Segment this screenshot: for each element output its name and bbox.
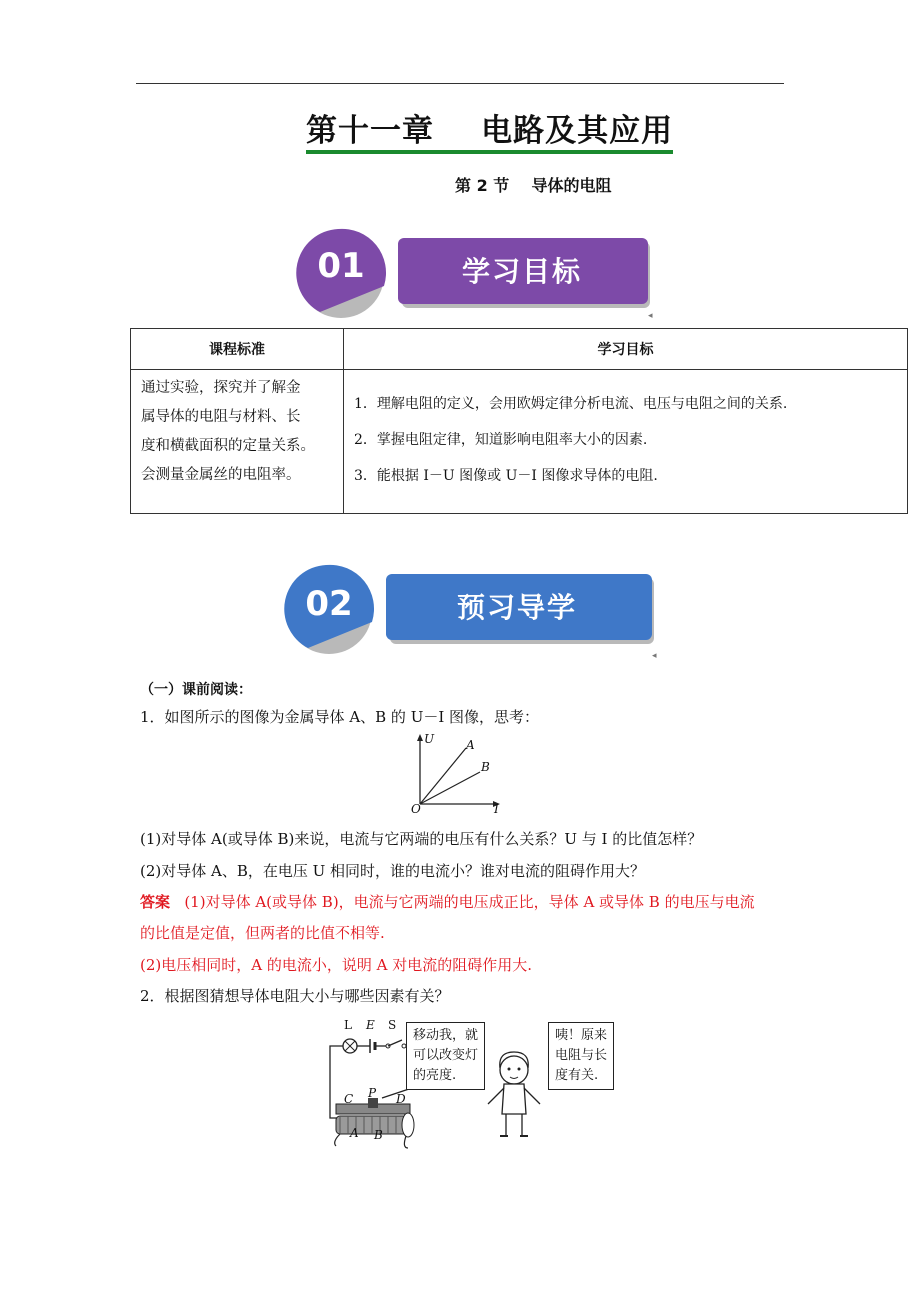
line-b xyxy=(420,772,480,804)
face xyxy=(500,1056,528,1084)
origin-label: O xyxy=(411,802,421,816)
c-label: C xyxy=(344,1092,354,1106)
corner-mark-icon: ◂ xyxy=(652,651,657,661)
standard-line: 通过实验，探究并了解金 xyxy=(141,380,301,396)
line-a-label: A xyxy=(466,738,475,752)
chapter-title: 第十一章 电路及其应用 xyxy=(306,112,673,154)
rheostat-coil xyxy=(336,1116,410,1134)
banner-learning-goals xyxy=(284,228,654,318)
answer-text: (1)对导体 A(或导体 B)，电流与它两端的电压成正比，导体 A 或导体 B 的电压与电流 xyxy=(184,893,755,911)
standard-line: 属导体的电阻与材料、长 xyxy=(141,409,301,425)
standard-line: 度和横截面积的定量关系。 xyxy=(141,438,315,454)
question-1-part-2: (2)对导体 A、B，在电压 U 相同时，谁的电流小？谁对电流的阻碍作用大？ xyxy=(140,862,646,880)
banner-label: 学习目标 xyxy=(461,255,582,288)
ui-graph-svg xyxy=(408,732,508,818)
boy-svg xyxy=(480,1046,550,1142)
question-1: 1．如图所示的图像为金属导体 A、B 的 U－I 图像，思考： xyxy=(140,708,540,726)
p-label: P xyxy=(368,1086,377,1100)
banner-number: 02 xyxy=(305,584,353,624)
speech-bubble-left: 移动我，就 可以改变灯 的亮度. xyxy=(406,1022,485,1090)
b-label: B xyxy=(374,1128,383,1142)
objectives-cell xyxy=(344,370,908,514)
battery-label: E xyxy=(366,1018,375,1032)
lamp-label: L xyxy=(344,1018,352,1032)
question-2: 2．根据图猜想导体电阻大小与哪些因素有关？ xyxy=(140,987,450,1005)
top-rule xyxy=(136,83,784,84)
body xyxy=(502,1084,526,1114)
header-course-standard: 课程标准 xyxy=(131,329,344,370)
answer-line-1 xyxy=(140,891,755,912)
d-label: D xyxy=(396,1092,406,1106)
u-label: U xyxy=(424,732,435,746)
course-standard-cell xyxy=(131,370,344,514)
banner-number: 01 xyxy=(317,246,365,286)
answer-line-3: (2)电压相同时，A 的电流小，说明 A 对电流的阻碍作用大. xyxy=(140,956,532,974)
objective-item: 3．能根据 I－U 图像或 U－I 图像求导体的电阻. xyxy=(354,468,658,484)
i-label: I xyxy=(494,802,499,816)
header-learning-goals: 学习目标 xyxy=(344,329,908,370)
corner-mark-icon: ◂ xyxy=(648,311,653,321)
section-title: 第 2 节 导体的电阻 xyxy=(455,176,612,195)
switch-label: S xyxy=(388,1018,397,1032)
answer-line-2: 的比值是定值，但两者的比值不相等. xyxy=(140,924,385,942)
question-1-part-1: (1)对导体 A(或导体 B)来说，电流与它两端的电压有什么关系？U 与 I 的比值怎样？ xyxy=(140,830,703,848)
answer-label: 答案 xyxy=(140,893,171,911)
banner-preview xyxy=(272,564,656,654)
u-axis-arrow-icon xyxy=(417,734,423,741)
speech-bubble-right: 咦！原来 电阻与长 度有关. xyxy=(548,1022,614,1090)
a-label: A xyxy=(350,1126,359,1140)
objective-item: 1．理解电阻的定义，会用欧姆定律分析电流、电压与电阻之间的关系. xyxy=(354,396,788,412)
banner-label: 预习导学 xyxy=(456,591,577,624)
goals-table xyxy=(130,328,908,514)
standard-line: 会测量金属丝的电阻率。 xyxy=(141,467,301,483)
line-b-label: B xyxy=(481,760,490,774)
preview-heading: （一）课前阅读： xyxy=(140,682,252,698)
boy-illustration xyxy=(480,1046,550,1142)
objective-item: 2．掌握电阻定律，知道影响电阻率大小的因素. xyxy=(354,432,648,448)
ui-graph xyxy=(408,732,508,818)
line-a xyxy=(420,748,466,804)
